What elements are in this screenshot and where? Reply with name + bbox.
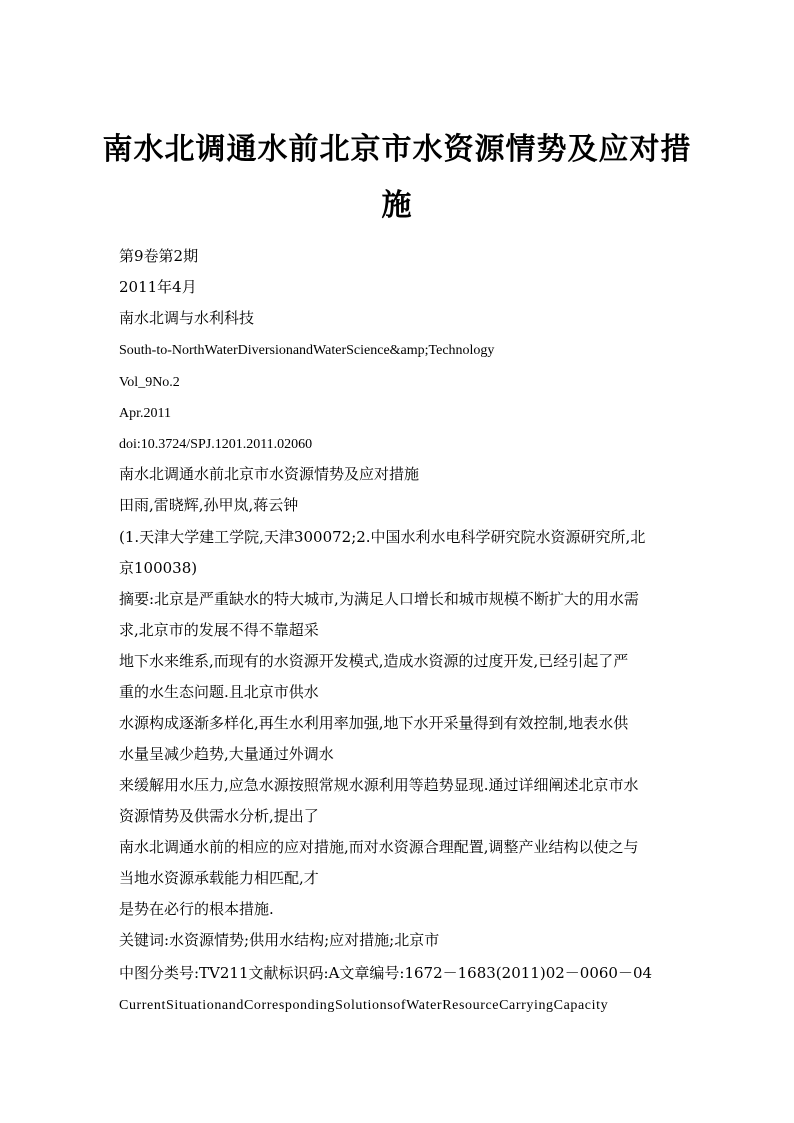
authors: 田雨,雷晓辉,孙甲岚,蒋云钟	[119, 496, 299, 514]
doi: doi:10.3724/SPJ.1201.2011.02060	[119, 437, 313, 452]
journal-name-cn: 南水北调与水利科技	[119, 309, 255, 327]
classification-info: 中图分类号:TV211文献标识码:A文章编号:1672－1683(2011)02－0060－04	[119, 964, 653, 982]
article-title: 南水北调通水前北京市水资源情势及应对措施	[119, 465, 420, 483]
affiliation-line-2: 京100038)	[119, 559, 198, 577]
keywords: 关键词:水资源情势;供用水结构;应对措施;北京市	[119, 931, 440, 949]
publication-date: 2011年4月	[119, 278, 197, 296]
volume-en: Vol_9No.2	[119, 375, 180, 390]
abstract-line: 摘要:北京是严重缺水的特大城市,为满足人口增长和城市规模不断扩大的用水需	[119, 590, 639, 608]
abstract-line: 水源构成逐渐多样化,再生水利用率加强,地下水开采量得到有效控制,地表水供	[119, 714, 629, 732]
abstract-line: 是势在必行的根本措施.	[119, 900, 274, 918]
date-en: Apr.2011	[119, 406, 171, 421]
english-title: CurrentSituationandCorrespondingSolutionsofWaterResourceCarryingCapacity	[119, 998, 609, 1013]
abstract-line: 地下水来维系,而现有的水资源开发模式,造成水资源的过度开发,已经引起了严	[119, 652, 629, 670]
document-title: 南水北调通水前北京市水资源情势及应对措施	[102, 132, 692, 223]
abstract-line: 南水北调通水前的相应的应对措施,而对水资源合理配置,调整产业结构以使之与	[119, 838, 639, 856]
affiliation-line-1: (1.天津大学建工学院,天津300072;2.中国水利水电科学研究院水资源研究所,北	[119, 528, 646, 546]
volume-issue: 第9卷第2期	[119, 247, 199, 265]
abstract-line: 水量呈减少趋势,大量通过外调水	[119, 745, 334, 763]
abstract-line: 当地水资源承载能力相匹配,才	[119, 869, 319, 887]
abstract-line: 来缓解用水压力,应急水源按照常规水源利用等趋势显现.通过详细阐述北京市水	[119, 776, 639, 794]
journal-name-en: South-to-NorthWaterDiversionandWaterScience&amp;Technology	[119, 343, 495, 358]
abstract-line: 重的水生态问题.且北京市供水	[119, 683, 319, 701]
abstract-line: 求,北京市的发展不得不靠超采	[119, 621, 319, 639]
abstract-line: 资源情势及供需水分析,提出了	[119, 807, 319, 825]
